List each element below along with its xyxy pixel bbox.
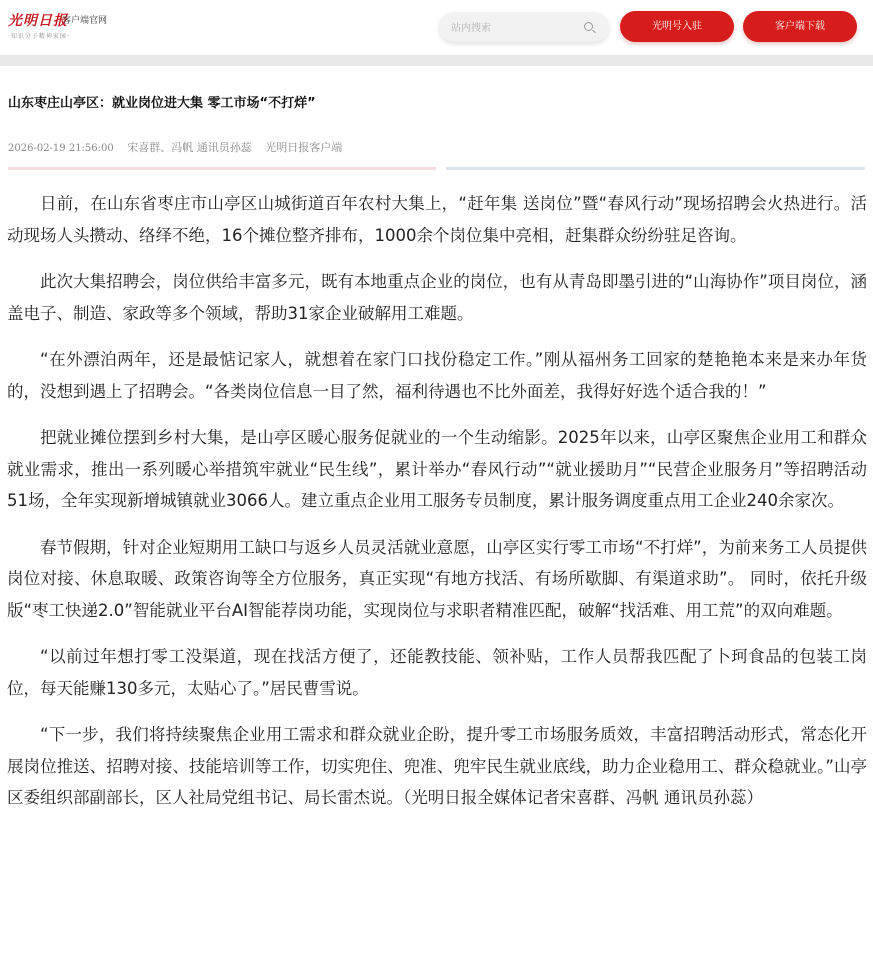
download-client-button[interactable]: 客户端下载 [743,11,857,42]
article-paragraph: “以前过年想打零工没渠道，现在找活方便了，还能教技能、领补贴，工作人员帮我匹配了卜珂食品的包装工岗位，每天能赚130多元，太贴心了。”居民曹雪说。 [7,647,867,698]
article-paragraph: “下一步，我们将持续聚焦企业用工需求和群众就业企盼，提升零工市场服务质效，丰富招聘活动形式，常态化开展岗位推送、招聘对接、技能培训等工作，切实兜住、兜准、兜牢民生就业底线，助力企业稳用工、群众稳就业。”山亭区委组织部副部长，区人社局党组书记、局长雷杰说。（光明日报全媒体记者宋喜群、冯帆 通讯员孙蕊） [7,725,867,807]
article-meta [8,139,352,155]
article-paragraph: 日前，在山东省枣庄市山亭区山城街道百年农村大集上，“赶年集 送岗位”暨“春风行动”现场招聘会火热进行。活动现场人头攒动、络绎不绝，16个摊位整齐排布，1000余个岗位集中亮相，赶集群众纷纷驻足咨询。 [7,194,867,245]
search-input[interactable] [449,18,583,38]
logo-brand: 光明日报 [8,13,68,29]
article-paragraph: 把就业摊位摆到乡村大集，是山亭区暖心服务促就业的一个生动缩影。2025年以来，山亭区聚焦企业用工和群众就业需求，推出一系列暖心举措筑牢就业“民生线”，累计举办“春风行动”“就业援助月”“民营企业服务月”等招聘活动51场，全年实现新增城镇就业3066人。建立重点企业用工服务专员制度，累计服务调度重点用工企业240余家次。 [7,428,867,510]
header-divider [0,55,873,66]
article-source: 光明日报客户端 [265,141,343,154]
article-authors: 宋喜群、冯帆 通讯员孙蕊 [127,141,252,154]
article-date: 2026-02-19 21:56:00 [8,143,114,154]
site-logo[interactable] [8,10,128,44]
logo-slogan: ·知识分子精神家园· [8,33,70,40]
article-paragraph: “在外漂泊两年，还是最惦记家人，就想着在家门口找份稳定工作。”刚从福州务工回家的楚艳艳本来是来办年货的，没想到遇上了招聘会。“各类岗位信息一目了然，福利待遇也不比外面差，我得好好选个适合我的！” [7,350,867,401]
search-box [439,12,609,42]
article-paragraph: 此次大集招聘会，岗位供给丰富多元，既有本地重点企业的岗位，也有从青岛即墨引进的“山海协作”项目岗位，涵盖电子、制造、家政等多个领域，帮助31家企业破解用工难题。 [7,272,867,323]
site-header [0,0,873,55]
logo-site-label: 客户端官网 [62,16,108,26]
title-divider-right [446,167,865,170]
article-body [7,188,867,829]
join-guangming-button[interactable]: 光明号入驻 [620,11,734,42]
search-icon[interactable] [584,22,593,31]
article-paragraph: 春节假期，针对企业短期用工缺口与返乡人员灵活就业意愿，山亭区实行零工市场“不打烊”，为前来务工人员提供岗位对接、休息取暖、政策咨询等全方位服务，真正实现“有地方找活、有场所歇脚、有渠道求助”。 同时，依托升级版“枣工快递2.0”智能就业平台AI智能荐岗功能，实现岗位与求职者精准匹配，破解“找活难、用工荒”的双向难题。 [7,537,867,620]
title-divider-left [8,167,436,170]
article-title: 山东枣庄山亭区：就业岗位进大集 零工市场“不打烊” [8,96,316,111]
